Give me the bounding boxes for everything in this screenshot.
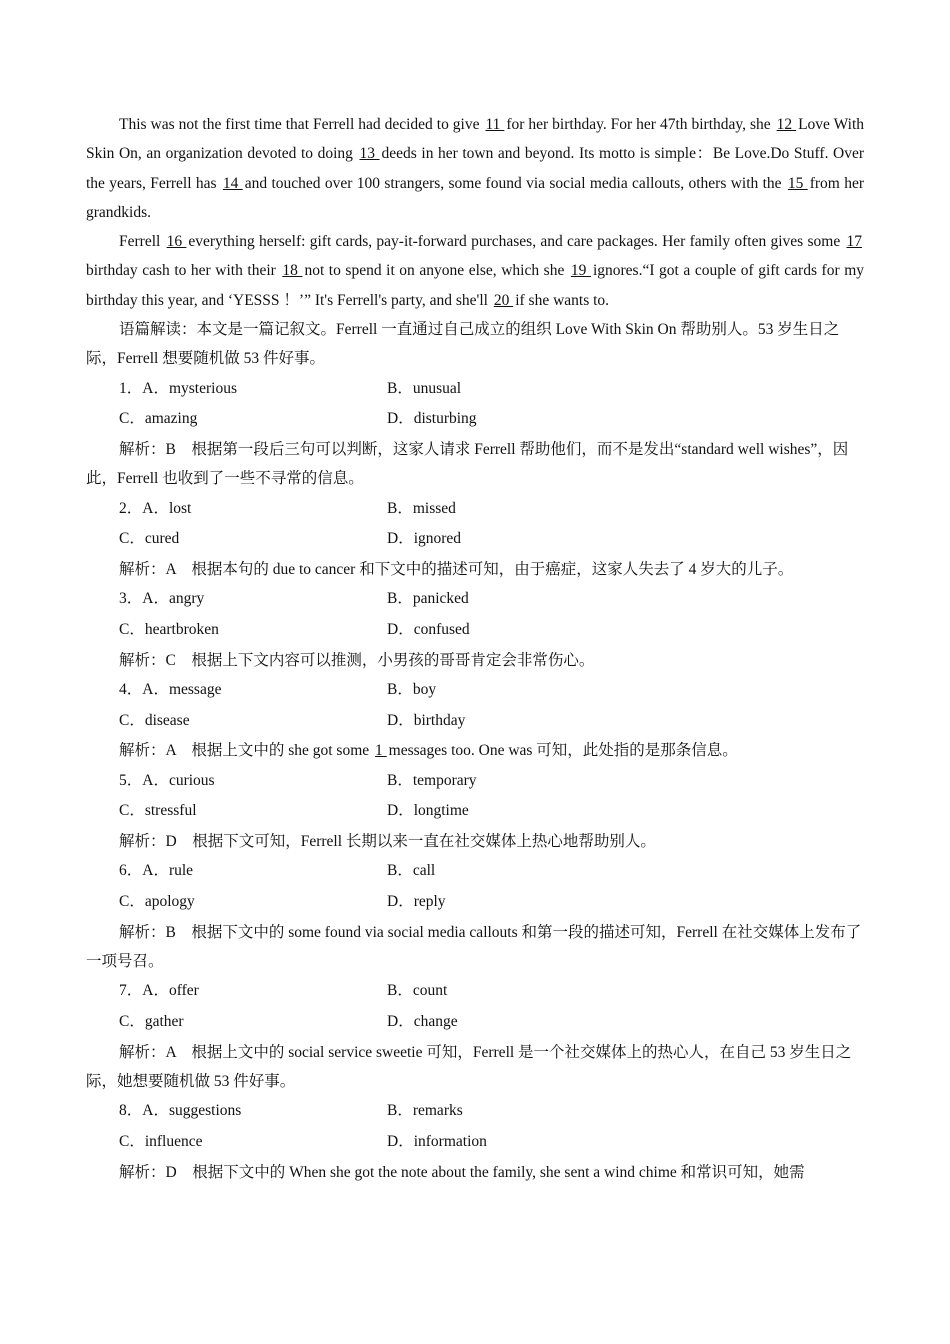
option-c: C．apology — [119, 893, 195, 911]
option-b: B．panicked — [387, 590, 469, 608]
option-a: 2．A．lost — [119, 499, 192, 517]
option-c: C．heartbroken — [119, 621, 219, 638]
passage-text: from her grandkids. — [86, 174, 864, 221]
option-a: 1．A．mysterious — [119, 379, 237, 397]
option-d: D．birthday — [387, 711, 466, 729]
option-b: B．temporary — [387, 771, 477, 789]
passage-text: Love With Skin On, an organization devoted to doing — [86, 116, 865, 163]
option-c: C．stressful — [119, 802, 197, 820]
blank: 11 — [485, 116, 505, 133]
blank: 14 — [222, 174, 243, 192]
passage-text: not to spend it on anyone else, which she — [304, 262, 569, 280]
blank: 17 — [846, 233, 863, 251]
option-b: B．unusual — [387, 379, 462, 397]
question-8 — [86, 1096, 864, 1187]
option-d: D．information — [387, 1132, 487, 1150]
option-b: B．missed — [387, 499, 456, 517]
option-d: D．disturbing — [387, 410, 477, 428]
option-b: B．remarks — [387, 1102, 463, 1120]
passage-text: Ferrell — [119, 233, 165, 251]
option-a: 6．A．rule — [119, 862, 194, 880]
blank: 12 — [776, 116, 797, 133]
option-a: 4．A．message — [119, 680, 222, 698]
question-1 — [86, 374, 864, 494]
analysis: 解析：D 根据下文中的 When she got the note about the family, she sent a wind chime 和常识可知，她需 — [119, 1163, 805, 1181]
passage-text: for her birthday. For her 47th birthday, she — [506, 116, 775, 133]
question-3 — [86, 584, 864, 675]
blank: 19 — [570, 262, 591, 280]
blank: 16 — [166, 233, 187, 251]
passage-text: birthday cash to her with their — [86, 262, 281, 280]
option-b: B．boy — [387, 680, 437, 698]
analysis: 解析：D 根据下文可知，Ferrell 长期以来一直在社交媒体上热心地帮助别人。 — [119, 833, 656, 851]
question-4 — [86, 675, 864, 766]
analysis: 解析：A 根据上文中的 she got some 1 messages too. One was 可知，此处指的是那条信息。 — [119, 742, 738, 760]
passage-text: deeds in her town and beyond. Its motto is simple：Be Love.Do Stuff. Over the years, Ferrell has — [86, 145, 865, 192]
question-5 — [86, 766, 864, 857]
blank: 20 — [493, 291, 514, 309]
blank: 13 — [359, 145, 380, 163]
passage-text: This was not the first time that Ferrell had decided to give — [119, 116, 484, 133]
analysis: 解析：A 根据上文中的 social service sweetie 可知，Ferrell 是一个社交媒体上的热心人，在自己 53 岁生日之际，她想要随机做 53 件好事。 — [86, 1043, 852, 1090]
question-2 — [86, 494, 864, 585]
blank: 18 — [282, 262, 303, 280]
option-d: D．longtime — [387, 802, 469, 820]
passage-text: ignores.“I got a couple of gift cards for my birthday this year, and ‘YESSS ！’” It's Ferrell's party, and she'll — [86, 262, 864, 309]
analysis: 解析：A 根据本句的 due to cancer 和下文中的描述可知，由于癌症，这家人失去了 4 岁大的儿子。 — [119, 561, 794, 579]
analysis: 解析：B 根据下文中的 some found via social media callouts 和第一段的描述可知，Ferrell 在社交媒体上发布了一项号召。 — [86, 923, 862, 970]
passage-text: everything herself: gift cards, pay-it-forward purchases, and care packages. Her family often gives some — [188, 233, 845, 251]
option-b: B．call — [387, 862, 436, 880]
passage-paragraph-1 — [86, 110, 864, 227]
option-d: D．change — [387, 1012, 458, 1030]
option-c: C．cured — [119, 530, 180, 548]
analysis: 解析：C 根据上下文内容可以推测，小男孩的哥哥肯定会非常伤心。 — [119, 651, 595, 669]
option-d: D．confused — [387, 621, 470, 638]
option-a: 8．A．suggestions — [119, 1102, 242, 1120]
question-6 — [86, 856, 864, 976]
reading-note: 语篇解读：本文是一篇记叙文。Ferrell 一直通过自己成立的组织 Love With Skin On 帮助别人。53 岁生日之际，Ferrell 想要随机做 53 件好事。 — [86, 321, 840, 368]
option-b: B．count — [387, 982, 448, 1000]
document-page — [86, 110, 864, 1187]
option-c: C．amazing — [119, 410, 198, 428]
option-d: D．reply — [387, 893, 446, 911]
passage-text: and touched over 100 strangers, some found via social media callouts, others with the — [244, 174, 786, 192]
passage-paragraph-2 — [86, 227, 864, 315]
option-c: C．gather — [119, 1012, 184, 1030]
option-c: C．influence — [119, 1132, 203, 1150]
analysis: 解析：B 根据第一段后三句可以判断，这家人请求 Ferrell 帮助他们，而不是发出“standard well wishes”，因此，Ferrell 也收到了一些不寻常的信息。 — [86, 441, 849, 488]
option-a: 7．A．offer — [119, 982, 199, 1000]
option-a: 3．A．angry — [119, 590, 205, 608]
blank: 1 — [375, 742, 387, 760]
option-c: C．disease — [119, 711, 190, 729]
blank: 15 — [787, 174, 808, 192]
option-d: D．ignored — [387, 530, 462, 548]
passage-text: if she wants to. — [515, 291, 610, 309]
option-a: 5．A．curious — [119, 771, 215, 789]
question-7 — [86, 976, 864, 1096]
